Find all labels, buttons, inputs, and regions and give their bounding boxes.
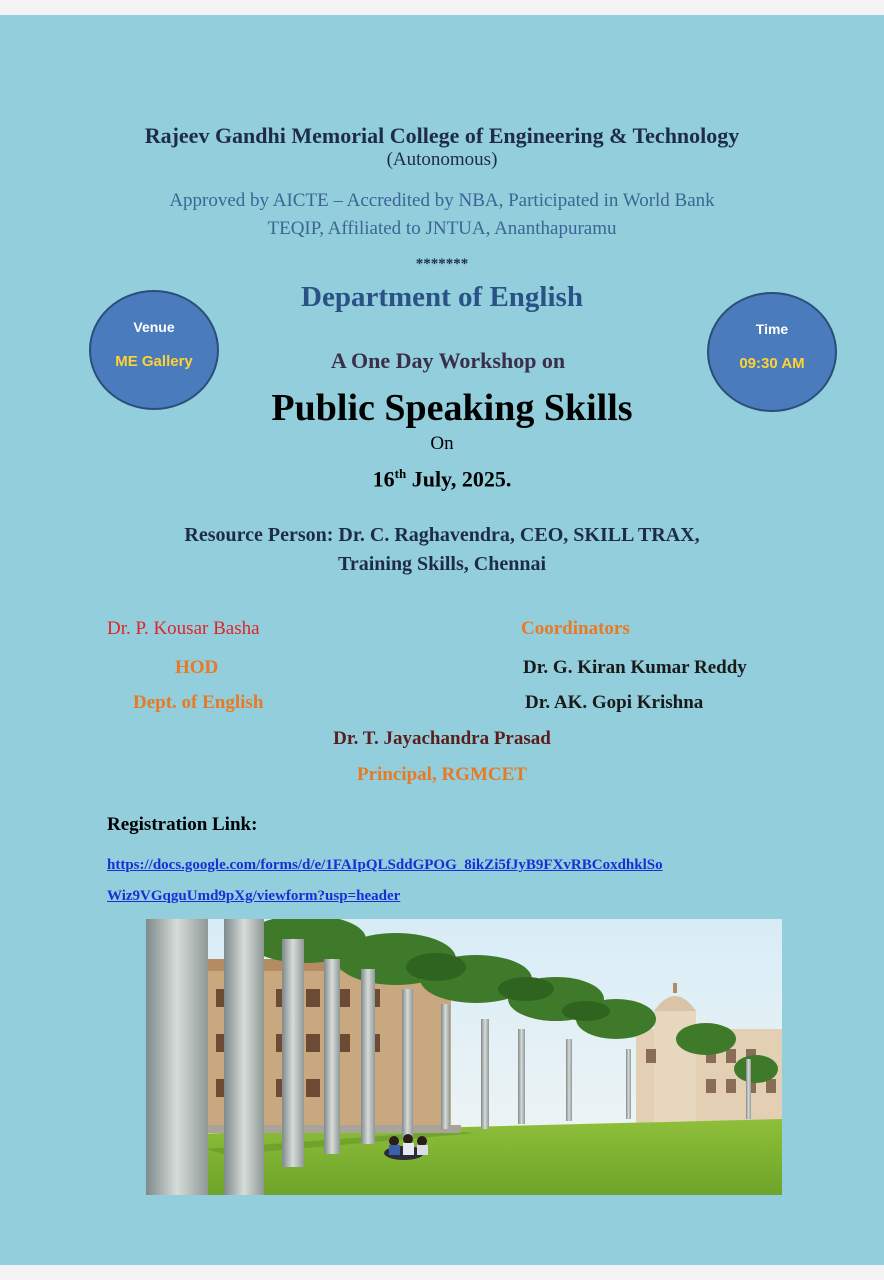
registration-url-line-1[interactable]: https://docs.google.com/forms/d/e/1FAIpQLSddGPOG_8ikZi5fJyB9FXvRBCoxdhklSo bbox=[107, 857, 663, 873]
date-day: 16 bbox=[372, 466, 395, 492]
resource-person bbox=[0, 521, 884, 579]
principal-role: Principal, RGMCET bbox=[357, 764, 527, 785]
department-title: Department of English bbox=[301, 281, 583, 313]
time-value: 09:30 AM bbox=[739, 355, 805, 372]
autonomous-label: (Autonomous) bbox=[386, 149, 498, 170]
registration-link[interactable] bbox=[107, 850, 787, 912]
students-figure bbox=[384, 1134, 428, 1160]
coordinator-2: Dr. AK. Gopi Krishna bbox=[525, 692, 704, 713]
separator-stars: ******* bbox=[415, 256, 469, 272]
college-name: Rajeev Gandhi Memorial College of Engineering & Technology bbox=[144, 123, 740, 148]
event-date bbox=[0, 466, 884, 492]
workshop-topic: Public Speaking Skills bbox=[271, 387, 633, 429]
time-label: Time bbox=[755, 321, 789, 337]
date-rest: July, 2025. bbox=[406, 466, 512, 492]
venue-label: Venue bbox=[133, 319, 175, 335]
accreditation-text bbox=[0, 187, 884, 243]
venue-value: ME Gallery bbox=[115, 353, 193, 370]
registration-label: Registration Link: bbox=[107, 814, 258, 835]
hod-name: Dr. P. Kousar Basha bbox=[107, 618, 260, 639]
coordinator-1: Dr. G. Kiran Kumar Reddy bbox=[523, 657, 747, 678]
hod-department: Dept. of English bbox=[133, 692, 264, 713]
poster bbox=[0, 15, 884, 1265]
accreditation-line-2: TEQIP, Affiliated to JNTUA, Ananthapuramu bbox=[267, 218, 617, 239]
workshop-intro: A One Day Workshop on bbox=[330, 348, 566, 373]
coordinators-heading: Coordinators bbox=[521, 618, 630, 639]
campus-photo bbox=[146, 919, 782, 1195]
registration-url-line-2[interactable]: Wiz9VGqguUmd9pXg/viewform?usp=header bbox=[107, 888, 401, 904]
date-suffix: th bbox=[394, 466, 407, 481]
on-label: On bbox=[430, 433, 454, 454]
hod-title: HOD bbox=[175, 657, 219, 678]
resource-line-2: Training Skills, Chennai bbox=[337, 553, 547, 575]
principal-name: Dr. T. Jayachandra Prasad bbox=[333, 728, 551, 749]
accreditation-line-1: Approved by AICTE – Accredited by NBA, Participated in World Bank bbox=[169, 190, 715, 211]
resource-line-1: Resource Person: Dr. C. Raghavendra, CEO, SKILL TRAX, bbox=[184, 524, 700, 546]
